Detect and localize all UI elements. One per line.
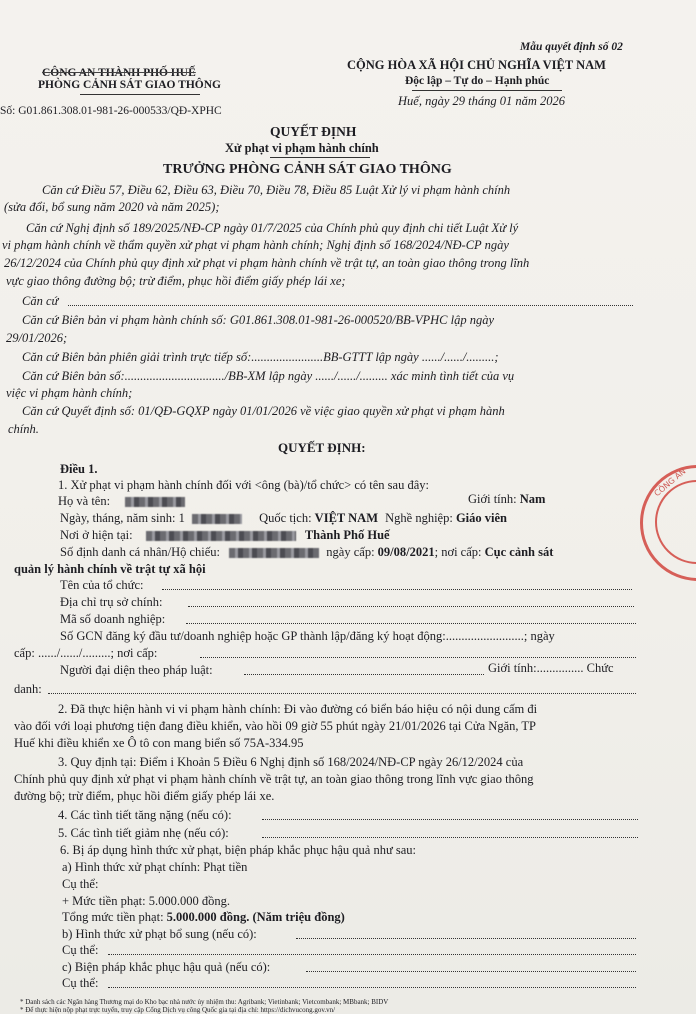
representative-gender: Giới tính:............... Chức — [488, 661, 614, 675]
gcn-line: Số GCN đăng ký đầu tư/doanh nghiệp hoặc GP thành lập/đăng ký hoạt động:.........................; ngày — [60, 629, 555, 643]
gender-label: Giới tính: — [468, 492, 517, 506]
basis-line: Căn cứ — [22, 294, 59, 308]
id-date-label: ngày cấp: — [326, 545, 375, 559]
national-motto: Độc lập – Tự do – Hạnh phúc — [405, 75, 550, 87]
org-name: PHÒNG CẢNH SÁT GIAO THÔNG — [38, 79, 221, 91]
additional-penalty: b) Hình thức xử phạt bổ sung (nếu có): — [62, 927, 257, 941]
remedial-measures: c) Biện pháp khắc phục hậu quả (nếu có): — [62, 960, 271, 974]
id-label: Số định danh cá nhân/Hộ chiếu: — [60, 545, 221, 559]
basis-line: Căn cứ Biên bản phiên giải trình trực tiếp số:.......................BB-GTTT lập ngày ....../....../.........; — [22, 350, 499, 364]
seal-text: CÔNG AN — [652, 466, 688, 499]
country-name: CỘNG HÒA XÃ HỘI CHỦ NGHĨA VIỆT NAM — [347, 58, 606, 72]
details-blank — [108, 954, 636, 955]
basis-line: (sửa đổi, bổ sung năm 2020 và năm 2025); — [4, 200, 220, 214]
residence-row — [60, 528, 390, 543]
additional-penalty-blank — [296, 938, 636, 939]
basis-line: vực giao thông đường bộ; trừ điểm, phục hồi điểm giấy phép lái xe; — [6, 274, 346, 288]
aggravating-blank — [262, 819, 638, 820]
basis-line: Căn cứ Biên bản số:................................/BB-XM lập ngày ....../....../......... xác minh tình tiết của vụ — [22, 369, 515, 383]
penalty-intro: 6. Bị áp dụng hình thức xử phạt, biện pháp khắc phục hậu quả như sau: — [60, 843, 417, 857]
nationality-label: Quốc tịch: — [259, 511, 312, 525]
org-address-label: Địa chỉ trụ sở chính: — [60, 595, 163, 609]
dob-label: Ngày, tháng, năm sinh: 1 — [60, 511, 185, 525]
aggravating-label: 4. Các tình tiết tăng nặng (nếu có): — [58, 808, 232, 822]
form-number: Mẫu quyết định số 02 — [520, 41, 623, 53]
official-seal — [640, 465, 696, 581]
document-subtitle: Xử phạt vi phạm hành chính — [225, 141, 379, 155]
place-date: Huế, ngày 29 tháng 01 năm 2026 — [398, 94, 565, 108]
gender-value: Nam — [519, 492, 546, 506]
id-date-value: 09/08/2021 — [377, 545, 435, 559]
org-name-label: Tên của tổ chức: — [60, 578, 144, 592]
article-label: Điều 1. — [60, 462, 98, 476]
org-code-blank — [186, 623, 636, 624]
regulation-line: Chính phủ quy định xử phạt vi phạm hành chính về trật tự, an toàn giao thông trong lĩnh vực giao thông — [14, 772, 534, 786]
footnote-banks: * Danh sách các Ngân hàng Thương mại do Kho bạc nhà nước ủy nhiệm thu: Agribank; Vietinbank; Vietcombank; MBbank; BIDV — [20, 998, 389, 1006]
basis-line: chính. — [8, 422, 39, 436]
basis-line: vi phạm hành chính về thẩm quyền xử phạt vi phạm hành chính; Nghị định số 168/2024/NĐ-CP ngày — [2, 238, 509, 252]
details-blank — [108, 987, 636, 988]
basis-blank — [68, 305, 633, 306]
id-row — [60, 545, 553, 560]
details-label: Cụ thể: — [62, 877, 99, 891]
details-label: Cụ thể: — [62, 943, 99, 957]
gcn-place-blank — [200, 657, 636, 658]
representative-title-blank — [48, 693, 636, 694]
details-label: Cụ thể: — [62, 976, 99, 990]
violator-name-row — [58, 494, 185, 509]
mitigating-label: 5. Các tình tiết giảm nhẹ (nếu có): — [58, 826, 229, 840]
redacted-dob — [192, 514, 242, 524]
basis-line: 29/01/2026; — [6, 331, 68, 345]
gcn-line-cont: cấp: ....../....../.........; nơi cấp: — [14, 646, 158, 660]
violation-line: 2. Đã thực hiện hành vi vi phạm hành chính: Đi vào đường có biển báo hiệu có nội dung cấm đi — [58, 702, 538, 716]
dob-row — [60, 511, 507, 526]
violation-line: Huế khi điều khiển xe Ô tô con mang biển số 75A-334.95 — [14, 736, 304, 750]
total-fine-row — [62, 910, 345, 925]
article-paragraph: 1. Xử phạt vi phạm hành chính đối với <ông (bà)/tổ chức> có tên sau đây: — [58, 478, 429, 492]
violation-line: vào đối với loại phương tiện đang điều khiển, vào hồi 09 giờ 55 phút ngày 21/01/2026 tại Cửa Ngăn, TP — [14, 719, 536, 733]
nationality-value: VIỆT NAM — [314, 511, 378, 525]
id-place-label: ; nơi cấp: — [434, 545, 482, 559]
footnote-online-payment: * Để thực hiện nộp phạt trực tuyến, truy cập Cổng Dịch vụ công Quốc gia tại địa chỉ: https://dichvucong.gov.vn/ — [20, 1006, 336, 1014]
redacted-id — [229, 548, 319, 558]
subtitle-underline — [270, 157, 370, 158]
basis-line: việc vi phạm hành chính; — [6, 386, 133, 400]
org-address-blank — [188, 606, 634, 607]
org-code-label: Mã số doanh nghiệp: — [60, 612, 166, 626]
residence-value: Thành Phố Huế — [304, 528, 390, 542]
gender-row — [468, 492, 545, 507]
org-parent: CÔNG AN THÀNH PHỐ HUẾ — [42, 67, 196, 79]
regulation-line: đường bộ; trừ điểm, phục hồi điểm giấy phép lái xe. — [14, 789, 275, 803]
document-title: QUYẾT ĐỊNH — [270, 124, 357, 139]
id-place-value-cont: quản lý hành chính về trật tự xã hội — [14, 562, 206, 576]
representative-label: Người đại diện theo pháp luật: — [60, 663, 213, 677]
job-label: Nghề nghiệp: — [385, 511, 453, 525]
mitigating-blank — [262, 837, 638, 838]
basis-line: 26/12/2024 của Chính phủ quy định xử phạt vi phạm hành chính về trật tự, an toàn giao thông trong lĩnh — [4, 256, 530, 270]
main-penalty: a) Hình thức xử phạt chính: Phạt tiền — [62, 860, 248, 874]
basis-line: Căn cứ Biên bản vi phạm hành chính số: G01.861.308.01-981-26-000520/BB-VPHC lập ngày — [22, 313, 495, 327]
basis-line: Căn cứ Quyết định số: 01/QĐ-GQXP ngày 01/01/2026 về việc giao quyền xử phạt vi phạm hành — [22, 404, 505, 418]
id-place-value: Cục cảnh sát — [484, 545, 554, 559]
job-value: Giáo viên — [455, 511, 507, 525]
redacted-address — [146, 531, 296, 541]
basis-line: Căn cứ Điều 57, Điều 62, Điều 63, Điều 70, Điều 78, Điều 85 Luật Xử lý vi phạm hành chính — [42, 183, 511, 197]
document-number: Số: G01.861.308.01-981-26-000533/QĐ-XPHC — [0, 105, 222, 117]
representative-title: danh: — [14, 682, 42, 696]
basis-line: Căn cứ Nghị định số 189/2025/NĐ-CP ngày 01/7/2025 của Chính phủ quy định chi tiết Luật Xử lý — [26, 221, 519, 235]
total-fine-label: Tổng mức tiền phạt: — [62, 910, 164, 924]
org-underline — [80, 94, 200, 95]
remedial-blank — [306, 971, 636, 972]
name-label: Họ và tên: — [58, 494, 111, 508]
representative-blank — [244, 674, 484, 675]
residence-label: Nơi ở hiện tại: — [60, 528, 133, 542]
regulation-line: 3. Quy định tại: Điểm i Khoản 5 Điều 6 Nghị định số 168/2024/NĐ-CP ngày 26/12/2024 của — [58, 755, 524, 769]
fine-amount: + Mức tiền phạt: 5.000.000 đồng. — [62, 894, 230, 908]
org-name-blank — [162, 589, 632, 590]
redacted-name — [125, 497, 185, 507]
decision-heading: QUYẾT ĐỊNH: — [278, 440, 366, 455]
issuing-authority: TRƯỞNG PHÒNG CẢNH SÁT GIAO THÔNG — [163, 162, 452, 177]
motto-underline — [412, 90, 562, 91]
total-fine-value: 5.000.000 đồng. (Năm triệu đồng) — [166, 910, 345, 924]
